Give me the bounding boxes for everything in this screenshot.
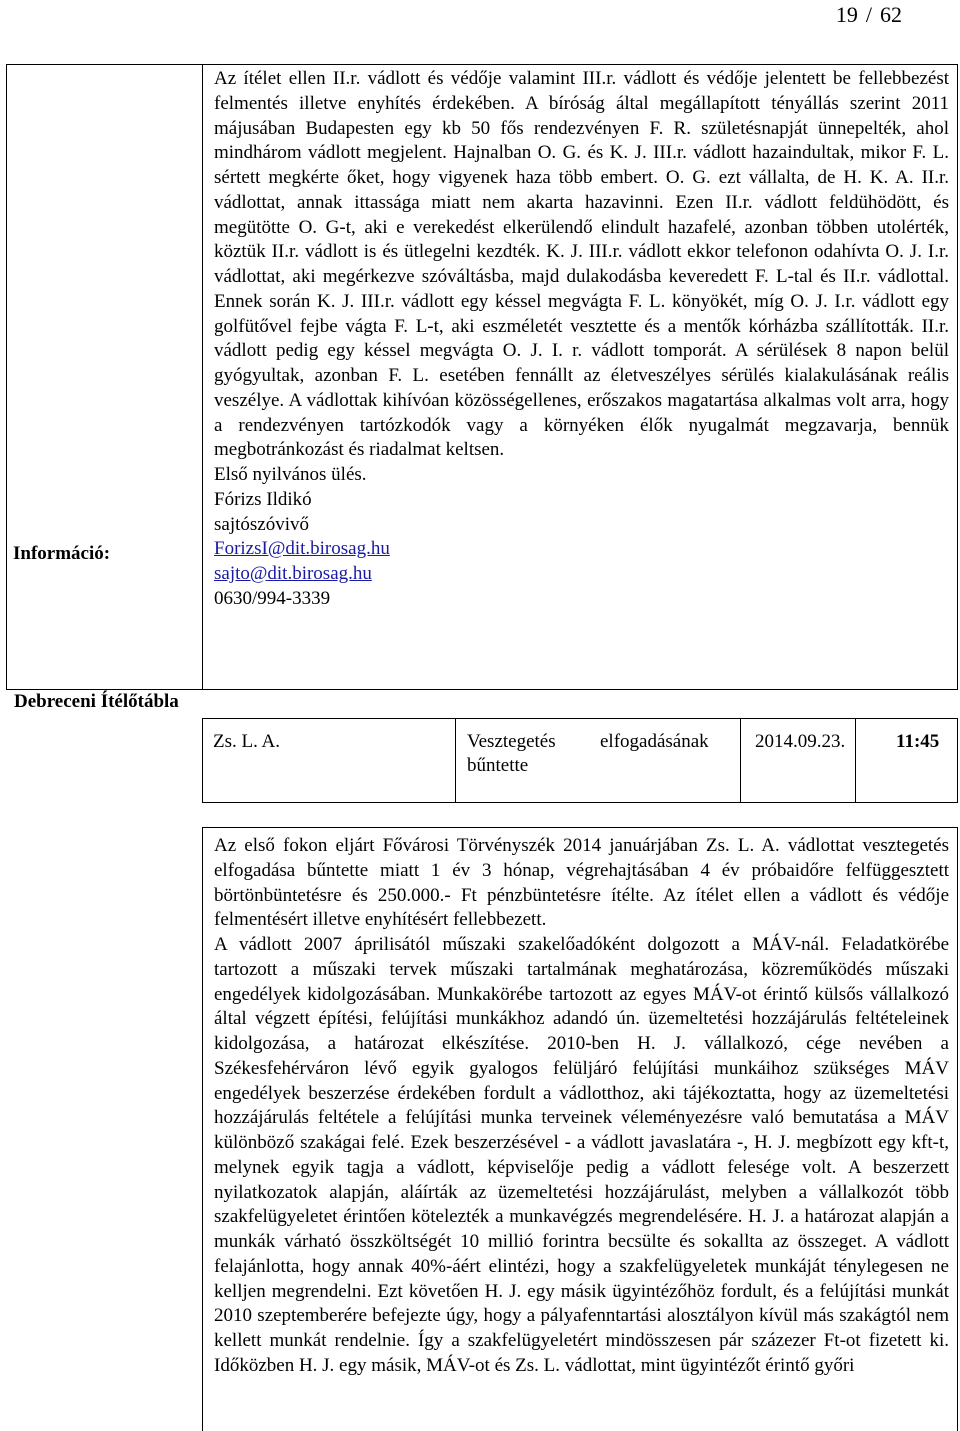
contact-email-link[interactable]: ForizsI@dit.birosag.hu: [214, 538, 390, 560]
page-total: 62: [880, 2, 902, 27]
case2-paragraph-1: Az első fokon eljárt Fővárosi Törvényszék 2014 januárjában Zs. L. A. vádlottat vesztegetés elfogadása bűntette miatt 1 év 3 hónap, végrehajtásában 4 év próbaidőre felfüggesztett börtönbüntetésre és 250.000.- Ft pénzbüntetésre ítélte. Az ítélet ellen a vádlott és védője felmentésért illetve enyhítésért fellebbezett.: [214, 835, 949, 931]
contact-phone: 0630/994-3339: [214, 587, 331, 609]
case2-description-cell: [202, 827, 958, 1431]
crime-line-2: bűntette: [467, 755, 529, 776]
time-cell: [856, 719, 957, 802]
page-current: 19: [835, 2, 858, 27]
case-summary-text: Az ítélet ellen II.r. vádlott és védője valamint III.r. vádlott és védője jelentett be fellebbezést felmentés illetve enyhítés érdekében. A bíróság által megállapított tényállás szerint 2011 májusában Budapesten egy kb 50 fős rendezvényen F. R. születésnapját ünnepelték, ahol mindhárom vádlott megjelent. Hajnalban O. G. és K. J. III.r. vádlott hazaindultak, mikor F. L. sértett megkérte őket, hogy vigyenek haza több embert. O. G. ezt vállalta, de H. K. A. II.r. vádlottat, annak ittassága miatt nem akarta hazavinni. Ezen II.r. vádlott feldühödött, és megütötte O. G-t, aki e verekedést elkerülendő elindult hazafelé, azonban többen utolérték, köztük II.r. vádlott is és ütlegelni kezdték. K. J. III.r. vádlott ekkor telefonon odahívta O. J. I.r. vádlottat, aki megérkezve szóváltásba, majd dulakodásba keveredett F. L-tal és II.r. vádlottal. Ennek során K. J. III.r. vádlott egy késsel megvágta F. L. könyökét, míg O. J. I.r. vádlott egy golfütővel fejbe vágta F. L-t, aki eszméletét vesztette és a mentők kórházba szállították. II.r. vádlott pedig egy késsel megvágta O. J. I. r. vádlott tomporát. A sérülések 8 napon belül gyógyultak, azonban F. L. esetében fennállt az életveszélyes sérülés kialakulásának reális veszélye. A vádlottak kihívóan közösségellenes, erőszakos magatartása alkalmas volt arra, hogy a rendezvényen tartózkodók vagy a környéken élők nyugalmát megzavarja, bennük megbotránkozást és riadalmat keltsen.: [214, 68, 949, 461]
info-label-cell: [6, 64, 203, 690]
information-label: Információ:: [13, 543, 111, 564]
defendant-name: Zs. L. A.: [213, 731, 281, 752]
hearing-time: 11:45: [896, 731, 940, 752]
court-name: Debreceni Ítélőtábla: [14, 691, 179, 712]
case-description-cell: [202, 64, 958, 690]
hearing-date: 2014.09.23.: [755, 731, 846, 752]
contact-role: sajtószóvivő: [214, 513, 309, 535]
case2-paragraph-2: A vádlott 2007 áprilisától műszaki szakelőadóként dolgozott a MÁV-nál. Feladatkörébe tartozott a műszaki tervek műszaki tartalmának meghatározása, közreműködés műszaki engedélyek kidolgozásában. Munkakörébe tartozott az egyes MÁV-ot érintő külsős vállalkozó által végzett építési, felújítási munkákhoz adandó ún. üzemeltetési hozzájárulás feltételeinek kidolgozása, a határozat elkészítése. 2010-ben H. J. vállalkozó, cége nevében a Székesfehérváron lévő egyik gyalogos felüljáró felújítási munkáihoz szükséges MÁV engedélyek beszerzése érdekében fordult a vádlotthoz, aki tájékoztatta, hogy az üzemeltetési hozzájárulás feltétele a felújítási munka terveinek véleményezésre való bemutatása a MÁV különböző szakágai felé. Ezek beszerzésével - a vádlott javaslatára -, H. J. megbízott egy kft-t, melynek egyik tagja a vádlott, képviselője pedig a vádlott felesége volt. A beszerzett nyilatkozatok alapján, aláírták az üzemeltetési hozzájárulást, melyben a vállalkozót több szakfelügyeletet érintően kötelezték a munkavégzés megrendelésére. H. J. a határozat alapján a munkák várható összköltségét 10 millió forintra becsülte és sokallta az összeget. A vádlott felajánlotta, hogy annak 40%-áért elintézi, hogy a szakfelügyeletek munkáját ténylegesen ne kelljen megrendelni. Ezt követően H. J. egy másik ügyintézőhöz fordult, és a felújítási munkát 2010 szeptemberére befejezte úgy, hogy a pályafenntartási alosztályon kívül más szakágtól nem kellett munkát rendelnie. Így a szakfelügyeletért mindösszesen pár százezer Ft-ot fizetett ki. Időközben H. J. egy másik, MÁV-ot és Zs. L. vádlottat, mint ügyintézőt érintő győri: [214, 934, 949, 1376]
page-number: [836, 1, 902, 29]
date-cell: [741, 719, 856, 802]
page-separator: /: [865, 2, 872, 27]
hearing-type: Első nyilvános ülés.: [214, 464, 367, 485]
crime-cell: [456, 719, 741, 802]
case2-description: [214, 834, 949, 1379]
contact-name: Fórizs Ildikó: [214, 488, 312, 510]
press-email-link[interactable]: sajto@dit.birosag.hu: [214, 563, 372, 584]
crime-word-1: Vesztegetés: [467, 731, 556, 752]
defendant-cell: [203, 719, 456, 802]
case-description: [214, 67, 949, 612]
crime-name: [467, 730, 733, 778]
case-row: [202, 718, 958, 803]
crime-word-2: elfogadásának: [600, 731, 709, 752]
